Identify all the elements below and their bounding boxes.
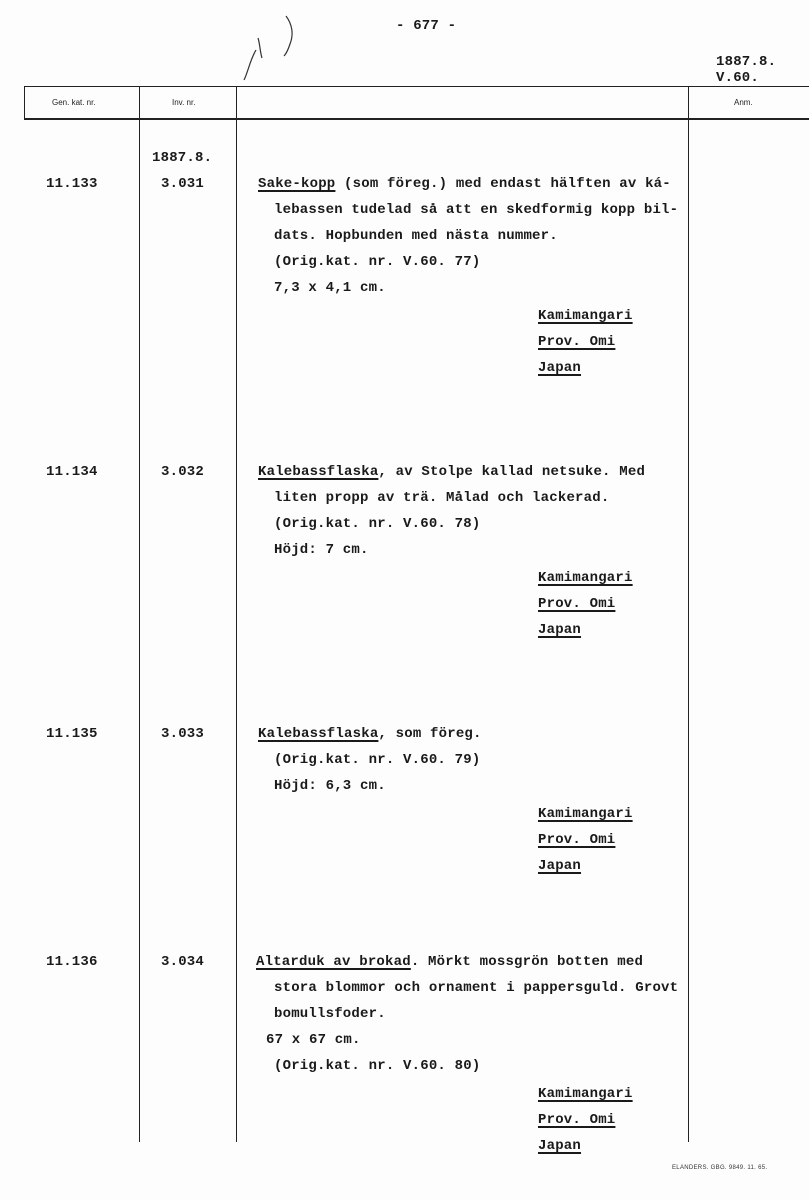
entry-title: Sake-kopp [258,176,336,192]
place-village: Kamimangari [538,806,633,822]
entry-line: stora blommor och ornament i pappersguld. Grovt [274,980,679,996]
accession-number: 1887.8. [716,54,777,70]
place-village: Kamimangari [538,308,633,324]
table-top-border [24,86,809,87]
gen-number: 11.134 [46,464,98,480]
inv-number: 3.031 [161,176,205,192]
entry-title: Kalebassflaska [258,464,379,480]
entry-line: Kalebassflaska, av Stolpe kallad netsuke. Med [258,464,646,480]
place-province: Prov. Omi [538,596,616,612]
column-divider-4 [688,86,689,1142]
place-province: Prov. Omi [538,334,616,350]
gen-number: 11.133 [46,176,98,192]
column-divider-2 [139,86,140,1142]
header-bottom-border [24,118,809,120]
gen-number: 11.135 [46,726,98,742]
entry-line: (Orig.kat. nr. V.60. 78) [274,516,481,532]
column-divider-1 [24,86,25,118]
entry-line: lebassen tudelad så att en skedformig kopp bil- [274,202,679,218]
entry-line: dats. Hopbunden med nästa nummer. [274,228,558,244]
handwritten-mark [236,10,306,85]
header-inv: Inv. nr. [172,98,196,107]
entry-title: Kalebassflaska [258,726,379,742]
place-province: Prov. Omi [538,832,616,848]
place-village: Kamimangari [538,570,633,586]
collection-code: V.60. [716,70,760,86]
entry-line: bomullsfoder. [274,1006,386,1022]
entry-title: Altarduk av brokad [256,954,411,970]
entry-line: 7,3 x 4,1 cm. [274,280,386,296]
page-number: - 677 - [396,18,457,34]
entry-line: Höjd: 6,3 cm. [274,778,386,794]
inv-prefix: 1887.8. [152,150,213,166]
place-country: Japan [538,1138,582,1154]
inv-number: 3.033 [161,726,205,742]
inv-number: 3.032 [161,464,205,480]
gen-number: 11.136 [46,954,98,970]
place-country: Japan [538,858,582,874]
place-province: Prov. Omi [538,1112,616,1128]
entry-line: Höjd: 7 cm. [274,542,369,558]
entry-line: Sake-kopp (som föreg.) med endast hälften av ká- [258,176,671,192]
header-gen-kat: Gen. kat. nr. [52,98,96,107]
header-anm: Anm. [734,98,753,107]
entry-line: Kalebassflaska, som föreg. [258,726,482,742]
entry-line: (Orig.kat. nr. V.60. 80) [274,1058,481,1074]
entry-line: (Orig.kat. nr. V.60. 79) [274,752,481,768]
inv-number: 3.034 [161,954,205,970]
entry-line: 67 x 67 cm. [266,1032,361,1048]
place-country: Japan [538,360,582,376]
entry-line: (Orig.kat. nr. V.60. 77) [274,254,481,270]
entry-line: liten propp av trä. Målad och lackerad. [274,490,610,506]
place-country: Japan [538,622,582,638]
column-divider-3 [236,86,237,1142]
printer-mark: ELANDERS. GBG. 9849. 11. 65. [672,1165,768,1171]
place-village: Kamimangari [538,1086,633,1102]
entry-line: Altarduk av brokad. Mörkt mossgrön botten med [256,954,644,970]
